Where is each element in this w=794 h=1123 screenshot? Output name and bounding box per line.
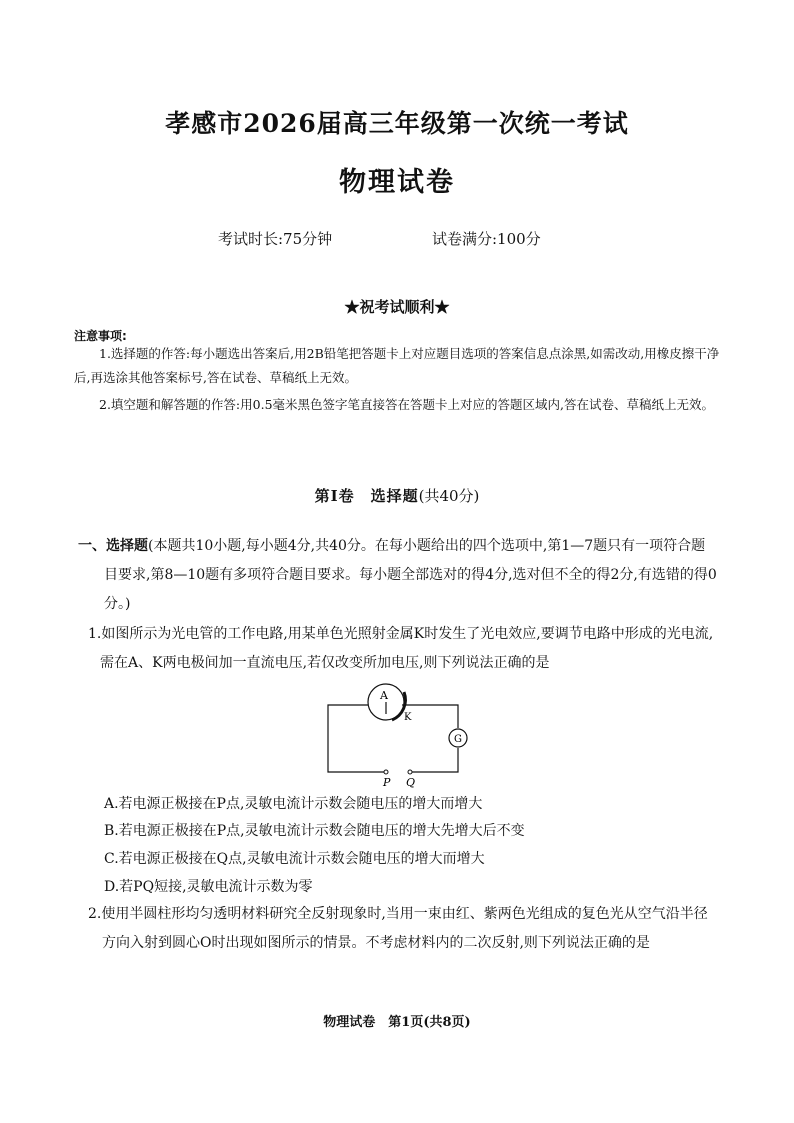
terminal-q — [408, 770, 412, 774]
notice-item: 1.选择题的作答:每小题选出答案后,用2B铅笔把答题卡上对应题目选项的答案信息点涂黑,如需改动,用橡皮擦干净后,再选涂其他答案标号,答在试卷、草稿纸上无效。 — [74, 346, 720, 385]
part-one-label: 一、选择题 — [78, 538, 148, 554]
section-title-note: (共40分) — [418, 487, 480, 505]
terminal-q-label: Q — [406, 776, 416, 789]
exam-subtitle: 物理试卷 — [339, 167, 455, 198]
terminal-p — [384, 770, 388, 774]
anode-label: A — [380, 689, 388, 702]
section-title — [0, 485, 794, 506]
terminal-p-label: P — [383, 776, 391, 789]
photoelectric-circuit-diagram — [320, 680, 480, 790]
cathode-label: K — [404, 712, 412, 723]
circuit-wire-left — [328, 705, 384, 772]
question-1-option-c: C.若电源正极接在Q点,灵敏电流计示数会随电压的增大而增大 — [104, 851, 485, 867]
section-title-main: 第Ⅰ卷 选择题 — [314, 487, 419, 505]
question-1-option-a: A.若电源正极接在P点,灵敏电流计示数会随电压的增大而增大 — [104, 796, 483, 812]
galvanometer-label: G — [454, 734, 462, 745]
exam-title: 孝感市2026届高三年级第一次统一考试 — [165, 109, 629, 138]
page-footer: 物理试卷 第1页(共8页) — [323, 1015, 471, 1030]
question-1-stem: 1.如图所示为光电管的工作电路,用某单色光照射金属K时发生了光电效应,要调节电路中形成的光电流,需在A、K两电极间加一直流电压,若仅改变所加电压,则下列说法正确的是 — [88, 626, 714, 671]
question-1-option-d: D.若PQ短接,灵敏电流计示数为零 — [104, 879, 313, 895]
blessing-line: ★祝考试顺利★ — [344, 298, 450, 316]
exam-duration: 考试时长:75分钟 — [218, 230, 333, 248]
exam-full-score: 试卷满分:100分 — [432, 230, 541, 248]
part-one-instructions — [78, 532, 718, 619]
question-1-option-b: B.若电源正极接在P点,灵敏电流计示数会随电压的增大先增大后不变 — [104, 823, 525, 839]
question-2-stem: 2.使用半圆柱形均匀透明材料研究全反射现象时,当用一束由红、紫两色光组成的复色光从空气沿半径方向入射到圆心O时出现如图所示的情景。不考虑材料内的二次反射,则下列说法正确的是 — [88, 906, 708, 951]
part-one-text: (本题共10小题,每小题4分,共40分。在每小题给出的四个选项中,第1—7题只有一项符合题目要求,第8—10题有多项符合题目要求。每小题全部选对的得4分,选对但不全的得2分,有选错的得0分。) — [104, 538, 717, 612]
notice-label: 注意事项: — [74, 329, 127, 343]
notice-item: 2.填空题和解答题的作答:用0.5毫米黑色签字笔直接答在答题卡上对应的答题区域内,答在试卷、草稿纸上无效。 — [99, 397, 714, 412]
circuit-wire-bottom — [412, 748, 458, 772]
